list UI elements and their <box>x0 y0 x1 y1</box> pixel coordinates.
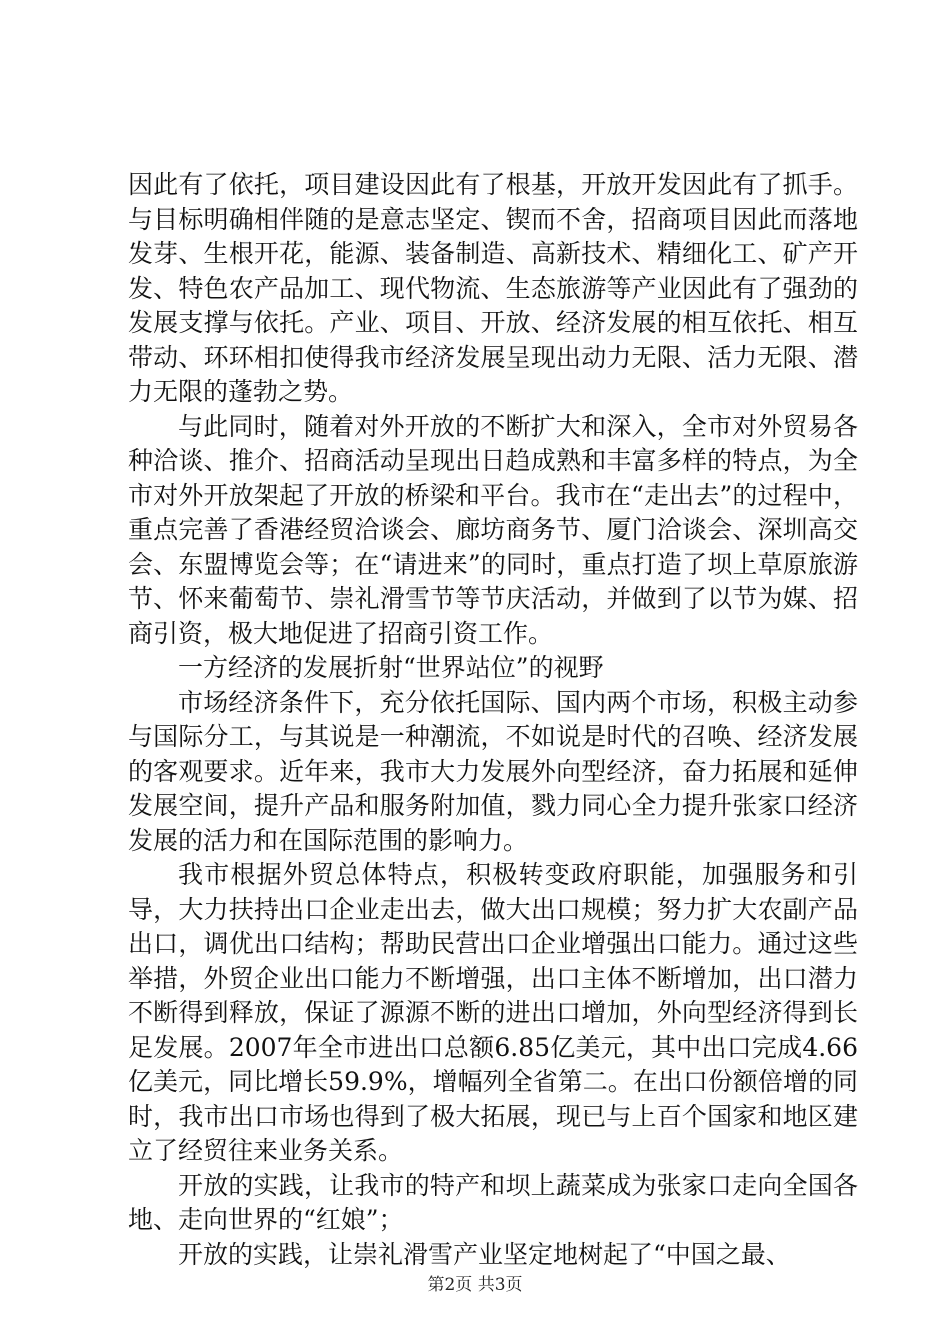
paragraph-3: 市场经济条件下，充分依托国际、国内两个市场，积极主动参与国际分工，与其说是一种潮流，不如说是时代的召唤、经济发展的客观要求。近年来，我市大力发展外向型经济，奋力拓展和延伸发展空间，提升产品和服务附加值，戮力同心全力提升张家口经济发展的活力和在国际范围的影响力。 <box>128 687 858 855</box>
page-number-footer: 第2页 共3页 <box>427 1275 523 1295</box>
paragraph-1: 因此有了依托，项目建设因此有了根基，开放开发因此有了抓手。与目标明确相伴随的是意志坚定、锲而不舍，招商项目因此而落地发芽、生根开花，能源、装备制造、高新技术、精细化工、矿产开发、特色农产品加工、现代物流、生态旅游等产业因此有了强劲的发展支撑与依托。产业、项目、开放、经济发展的相互依托、相互带动、环环相扣使得我市经济发展呈现出动力无限、活力无限、潜力无限的蓬勃之势。 <box>128 170 858 406</box>
document-body <box>128 168 858 1272</box>
paragraph-5: 开放的实践，让我市的特产和坝上蔬菜成为张家口走向全国各地、走向世界的“红娘”； <box>128 1170 858 1234</box>
paragraph-4: 我市根据外贸总体特点，积极转变政府职能，加强服务和引导，大力扶持出口企业走出去，做大出口规模；努力扩大农副产品出口，调优出口结构；帮助民营出口企业增强出口能力。通过这些举措，外贸企业出口能力不断增强，出口主体不断增加，出口潜力不断得到释放，保证了源源不断的进出口增加，外向型经济得到长足发展。2007年全市进出口总额6.85亿美元，其中出口完成4.66亿美元，同比增长59.9%，增幅列全省第二。在出口份额倍增的同时，我市出口市场也得到了极大拓展，现已与上百个国家和地区建立了经贸往来业务关系。 <box>128 860 858 1165</box>
section-heading: 一方经济的发展折射“世界站位”的视野 <box>178 653 604 682</box>
paragraph-2: 与此同时，随着对外开放的不断扩大和深入，全市对外贸易各种洽谈、推介、招商活动呈现出日趋成熟和丰富多样的特点，为全市对外开放架起了开放的桥梁和平台。我市在“走出去”的过程中，重点完善了香港经贸洽谈会、廊坊商务节、厦门洽谈会、深圳高交会、东盟博览会等；在“请进来”的同时，重点打造了坝上草原旅游节、怀来葡萄节、崇礼滑雪节等节庆活动，并做到了以节为媒、招商引资，极大地促进了招商引资工作。 <box>128 411 858 648</box>
paragraph-6: 开放的实践，让崇礼滑雪产业坚定地树起了“中国之最、 <box>178 1239 791 1269</box>
